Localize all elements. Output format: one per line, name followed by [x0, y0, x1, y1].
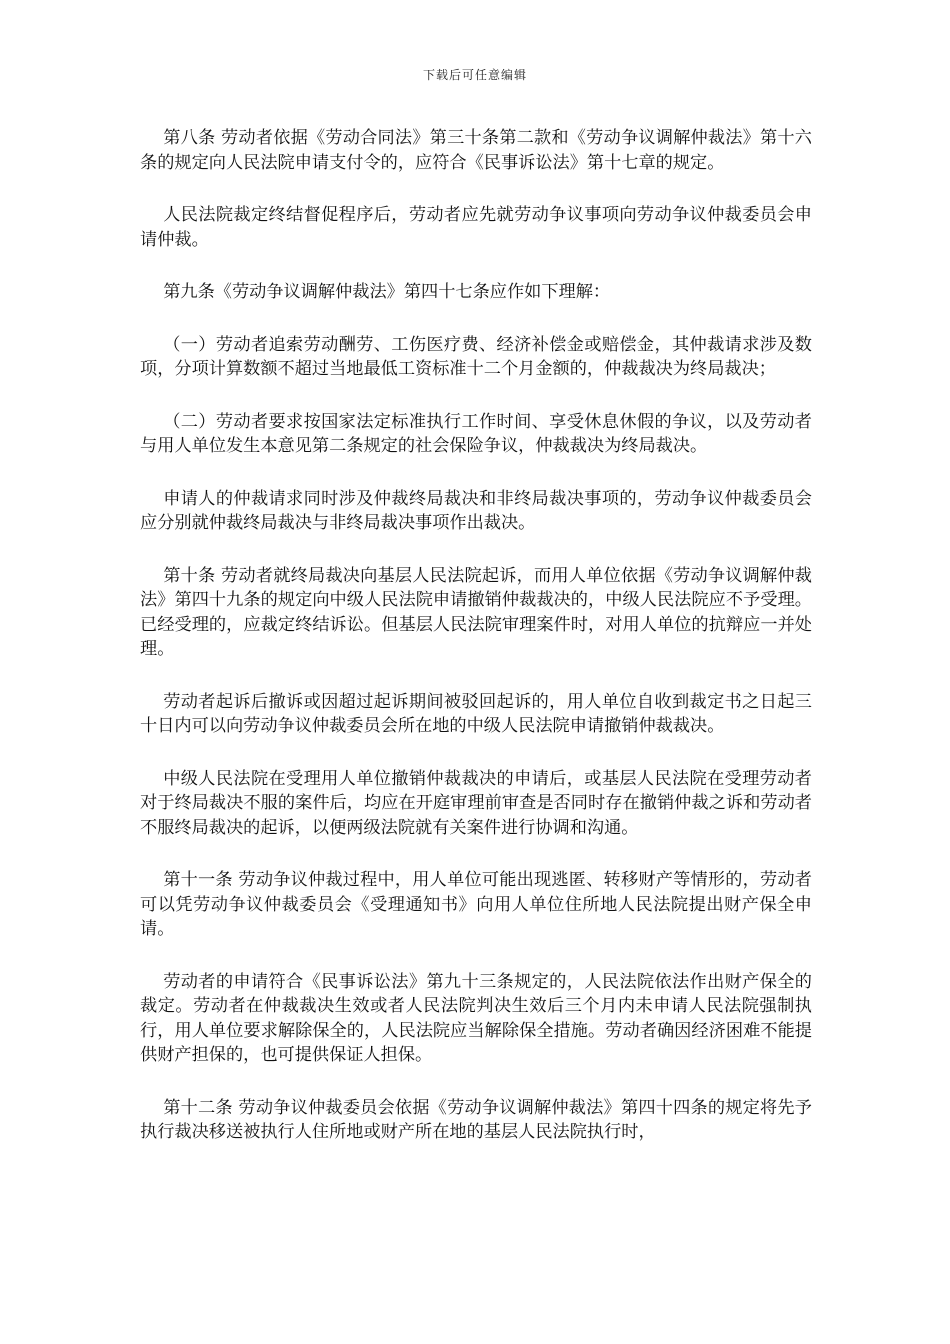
paragraph-article-10: 第十条 劳动者就终局裁决向基层人民法院起诉，而用人单位依据《劳动争议调解仲裁法》第四十九条的规定向中级人民法院申请撤销仲裁裁决的，中级人民法院应不予受理。已经受理的，应裁定终结诉讼。但基层人民法院审理案件时，对用人单位的抗辩应一并处理。	[140, 565, 812, 659]
paragraph-article-11: 第十一条 劳动争议仲裁过程中，用人单位可能出现逃匿、转移财产等情形的，劳动者可以凭劳动争议仲裁委员会《受理通知书》向用人单位住所地人民法院提出财产保全申请。	[140, 870, 812, 939]
paragraph-article-9: 第九条《劳动争议调解仲裁法》第四十七条应作如下理解：	[163, 282, 611, 302]
document-body	[140, 126, 812, 1173]
paragraph-article-9-item-2: （二）劳动者要求按国家法定标准执行工作时间、享受休息休假的争议，以及劳动者与用人单位发生本意见第二条规定的社会保险争议，仲裁裁决为终局裁决。	[140, 411, 812, 456]
paragraph-article-10-followup-1: 劳动者起诉后撤诉或因超过起诉期间被驳回起诉的，用人单位自收到裁定书之日起三十日内可以向劳动争议仲裁委员会所在地的中级人民法院申请撤销仲裁裁决。	[140, 691, 812, 736]
paragraph-article-9-item-1: （一）劳动者追索劳动酬劳、工伤医疗费、经济补偿金或赔偿金，其仲裁请求涉及数项，分项计算数额不超过当地最低工资标准十二个月金额的，仲裁裁决为终局裁决；	[140, 334, 812, 379]
paragraph-article-12: 第十二条 劳动争议仲裁委员会依据《劳动争议调解仲裁法》第四十四条的规定将先予执行裁决移送被执行人住所地或财产所在地的基层人民法院执行时，	[140, 1097, 812, 1142]
paragraph-article-10-followup-2: 中级人民法院在受理用人单位撤销仲裁裁决的申请后，或基层人民法院在受理劳动者对于终局裁决不服的案件后，均应在开庭审理前审查是否同时存在撤销仲裁之诉和劳动者不服终局裁决的起诉，以便两级法院就有关案件进行协调和沟通。	[140, 768, 812, 838]
paragraph-article-9-followup: 申请人的仲裁请求同时涉及仲裁终局裁决和非终局裁决事项的，劳动争议仲裁委员会应分别就仲裁终局裁决与非终局裁决事项作出裁决。	[140, 488, 812, 533]
paragraph-article-8: 第八条 劳动者依据《劳动合同法》第三十条第二款和《劳动争议调解仲裁法》第十六条的规定向人民法院申请支付令的，应符合《民事诉讼法》第十七章的规定。	[140, 128, 812, 173]
paragraph-article-8-followup: 人民法院裁定终结督促程序后，劳动者应先就劳动争议事项向劳动争议仲裁委员会申请仲裁。	[140, 205, 812, 250]
header-note: 下载后可任意编辑	[422, 68, 527, 82]
paragraph-article-11-followup: 劳动者的申请符合《民事诉讼法》第九十三条规定的，人民法院依法作出财产保全的裁定。劳动者在仲裁裁决生效或者人民法院判决生效后三个月内未申请人民法院强制执行，用人单位要求解除保全的，人民法院应当解除保全措施。劳动者确因经济困难不能提供财产担保的，也可提供保证人担保。	[140, 971, 812, 1065]
